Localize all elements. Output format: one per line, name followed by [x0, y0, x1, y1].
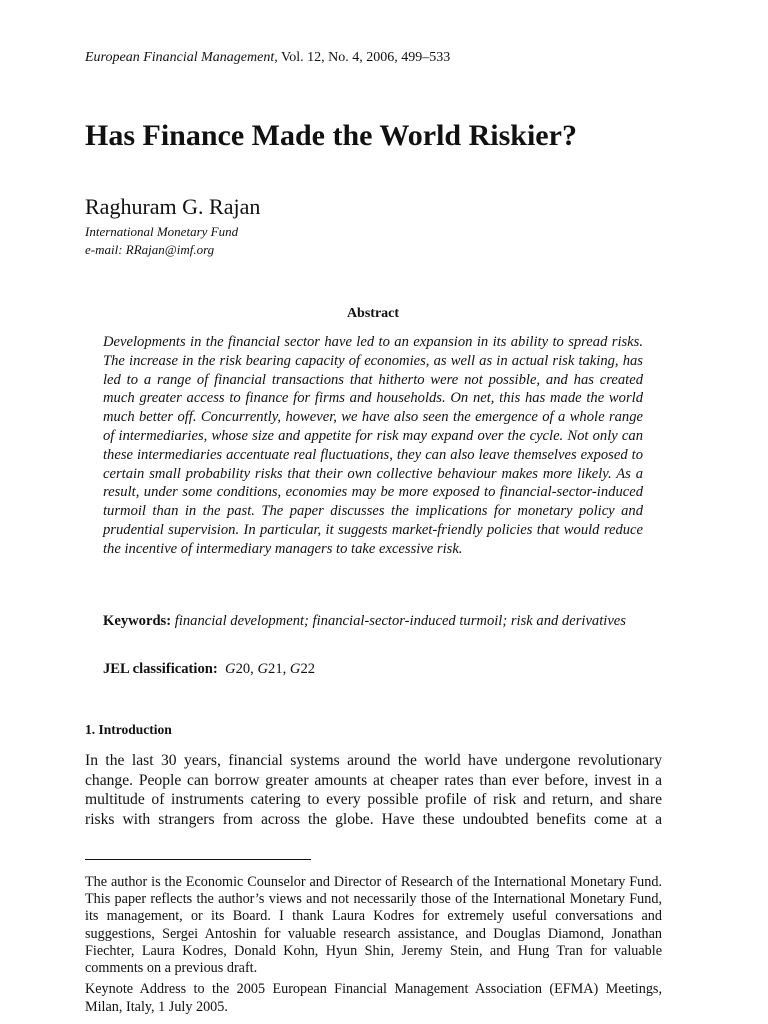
footnote-author-note: The author is the Economic Counselor and Director of Research of the International Monetary Fund. This paper reflects the author’s views and not necessarily those of the International Monetary Fund, its management, or its Board. I thank Laura Kodres for extremely useful conversations and suggestions, Sergei Antoshin for valuable research assistance, and Douglas Diamond, Jonathan Fiechter, Laura Kodres, Donald Kohn, Hyun Shin, Jeremy Stein, and Hung Tran for valuable comments on a previous draft. [85, 874, 662, 977]
paper-title: Has Finance Made the World Riskier? [85, 119, 577, 152]
journal-reference [85, 49, 685, 67]
introduction-text [85, 751, 662, 829]
author-affiliation: International Monetary Fund [85, 224, 239, 239]
jel-code: G22 [289, 661, 316, 677]
keywords-text: financial development; financial-sector-induced turmoil; risk and derivatives [174, 613, 626, 629]
keywords [103, 612, 643, 631]
abstract-text: Developments in the financial sector have led to an expansion in its ability to spread risks. The increase in the risk bearing capacity of economies, as well as in actual risk taking, has led to a range of financial transactions that hitherto were not possible, and has created much greater access to finance for firms and households. On net, this has made the world much better off. Concurrently, however, we have also seen the emergence of a whole range of intermediaries, whose size and appetite for risk may expand over the cycle. Not only can these intermediaries accentuate real fluctuations, they can also leave themselves exposed to certain small probability risks that their own collective behaviour makes more likely. As a result, under some conditions, economies may be more exposed to financial-sector-induced turmoil than in the past. The paper discusses the implications for monetary policy and prudential supervision. In particular, it suggests market-friendly policies that would reduce the incentive of intermediary managers to take excessive risk. [103, 334, 643, 557]
journal-name: European Financial Management [85, 50, 275, 65]
author-email: e-mail: RRajan@imf.org [85, 242, 215, 257]
volume-info: , Vol. 12, No. 4, 2006, 499–533 [274, 50, 451, 65]
introduction-line: In the last 30 years, financial systems around the world have undergone revolutionary [85, 752, 662, 769]
jel-label: JEL classification: [103, 661, 218, 677]
footnote-divider [85, 859, 311, 860]
footnote-keynote: Keynote Address to the 2005 European Financial Management Association (EFMA) Meetings, Milan, Italy, 1 July 2005. [85, 981, 662, 1015]
author-name: Raghuram G. Rajan [85, 194, 261, 219]
introduction-line: multitude of instruments catering to every possible profile of risk and return, and share [85, 791, 662, 809]
keywords-label: Keywords: [103, 613, 172, 629]
introduction-line: risks with strangers from across the globe. Have these undoubted benefits come at a [85, 810, 662, 828]
abstract-heading: Abstract [346, 306, 400, 321]
jel-code: G21 [257, 661, 283, 677]
section-heading-introduction: 1. Introduction [85, 722, 172, 737]
jel-classification [103, 660, 643, 679]
jel-code: G20 [225, 661, 251, 677]
introduction-line: change. People can borrow greater amounts at cheaper rates than ever before, invest in a [85, 771, 662, 789]
jel-codes: G20, G21, G22 [225, 661, 316, 677]
